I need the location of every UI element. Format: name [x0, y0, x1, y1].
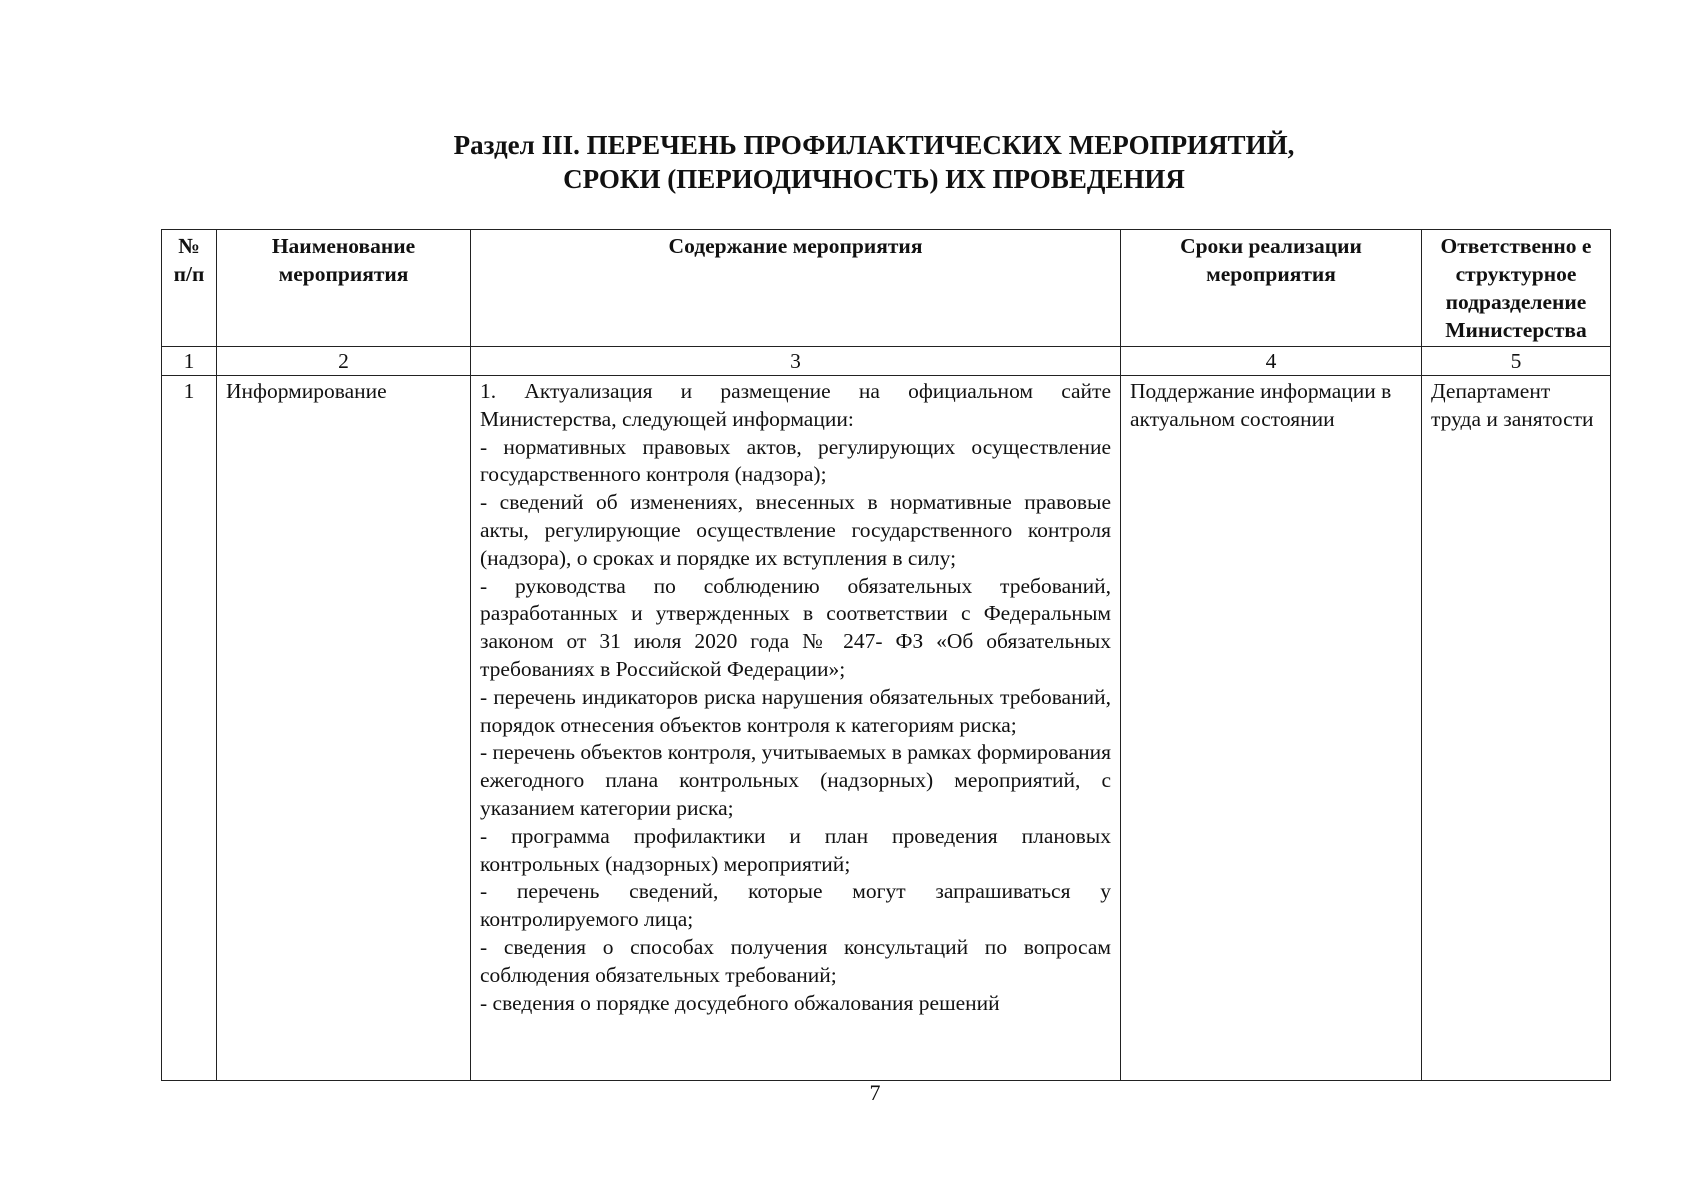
content-item: - перечень сведений, которые могут запрашиваться у контролируемого лица; — [480, 879, 1111, 932]
content-item: - перечень объектов контроля, учитываемых в рамках формирования ежегодного плана контрольных (надзорных) мероприятий, с указанием категории риска; — [480, 740, 1111, 820]
column-number: 2 — [217, 347, 471, 376]
table-header-row — [162, 230, 1611, 347]
content-item: - сведений об изменениях, внесенных в нормативные правовые акты, регулирующие осуществление государственного контроля (надзора), о сроках и порядке их вступления в силу; — [480, 490, 1111, 570]
content-item: - сведения о порядке досудебного обжалования решений — [480, 990, 1000, 1015]
measures-table — [161, 229, 1611, 1081]
content-item: - перечень индикаторов риска нарушения обязательных требований, порядок отнесения объектов контроля к категориям риска; — [480, 684, 1111, 737]
column-number: 1 — [162, 347, 217, 376]
header-responsible: Ответственно е структурное подразделение Министерства — [1422, 230, 1611, 347]
row-name: Информирование — [217, 376, 471, 1081]
table-row — [162, 376, 1611, 1081]
row-deadline: Поддержание информации в актуальном состоянии — [1121, 376, 1422, 1081]
content-item: - сведения о способах получения консультаций по вопросам соблюдения обязательных требований; — [480, 934, 1111, 987]
section-title-line-1: Раздел III. ПЕРЕЧЕНЬ ПРОФИЛАКТИЧЕСКИХ МЕРОПРИЯТИЙ, — [453, 130, 1295, 160]
section-title-line-2: СРОКИ (ПЕРИОДИЧНОСТЬ) ИХ ПРОВЕДЕНИЯ — [563, 164, 1185, 194]
content-item: - нормативных правовых актов, регулирующих осуществление государственного контроля (надзора); — [480, 434, 1111, 487]
section-title — [0, 128, 1694, 196]
row-content — [471, 376, 1121, 1081]
content-item: - руководства по соблюдению обязательных требований, разработанных и утвержденных в соответствии с Федеральным законом от 31 июля 2020 года № 247- ФЗ «Об обязательных требованиях в Российской Федерации»; — [480, 573, 1111, 681]
column-number: 4 — [1121, 347, 1422, 376]
content-item: 1. Актуализация и размещение на официальном сайте Министерства, следующей информации: — [480, 379, 1111, 431]
row-responsible: Департамент труда и занятости — [1422, 376, 1611, 1081]
header-name: Наименование мероприятия — [217, 230, 471, 347]
column-number: 5 — [1422, 347, 1611, 376]
column-numbers-row — [162, 347, 1611, 376]
row-number: 1 — [162, 376, 217, 1081]
header-number: № п/п — [162, 230, 217, 347]
content-item: - программа профилактики и план проведения плановых контрольных (надзорных) мероприятий; — [480, 823, 1111, 876]
page-number: 7 — [869, 1080, 881, 1105]
column-number: 3 — [471, 347, 1121, 376]
header-deadline: Сроки реализации мероприятия — [1121, 230, 1422, 347]
header-content: Содержание мероприятия — [471, 230, 1121, 347]
